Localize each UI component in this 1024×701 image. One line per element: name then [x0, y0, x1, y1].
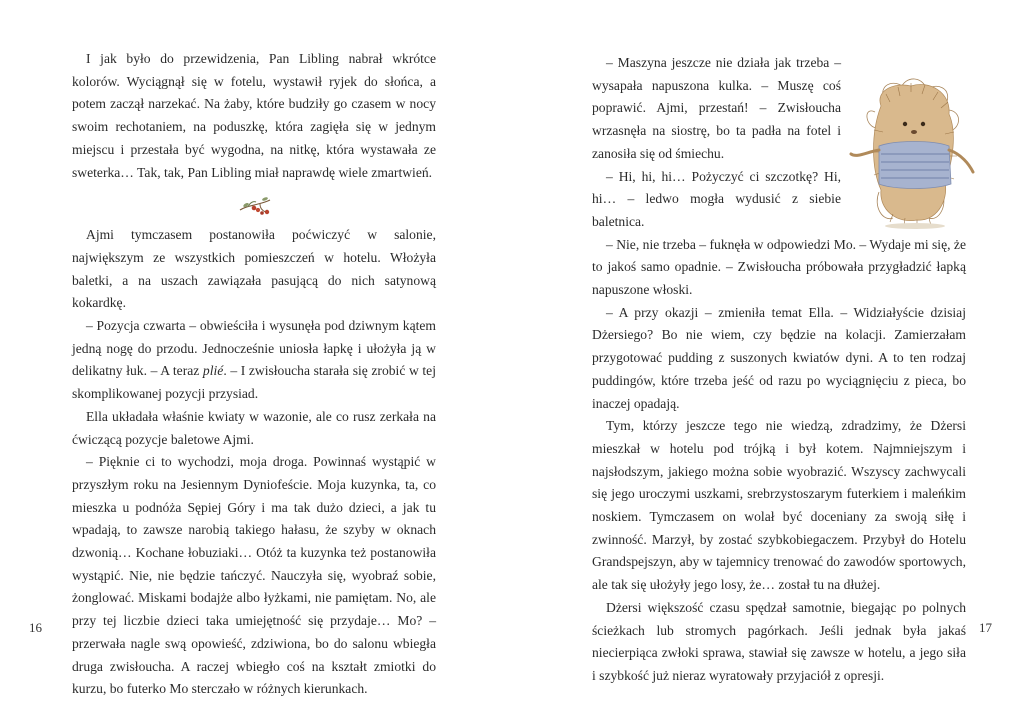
paragraph-pieknie: – Pięknie ci to wychodzi, moja droga. Powinnaś wystąpić w przyszłym roku na Jesiennym Dyniofeście. Moja kuzynka, ta, co mieszka u podnóża Sępiej Góry i ma tak dużo dzieci, a jak tu wpadają, to zawsze narobią takiego hałasu, że szyby w oknach dzwonią… Kochane łobuziaki… Otóż ta kuzynka też postanowiła wystąpić. Nie, nie będzie tańczyć. Nauczyła się, wyobraź sobie, żonglować. Miskami bodajże albo łyżkami, nie pamiętam. No, ale przy tej liczbie dzieci taka umiejętność się przydaje… Mo? – przerwała nagle swą opowieść, zdziwiona, bo do salonu wbiegła druga zwisłoucha. A raczej wbiegło coś na kształt zmiotki do kurzu, bo futerko Mo sterczało w różnych kierunkach. [72, 454, 436, 697]
page-number-left: 16 [29, 620, 42, 635]
left-text-block [72, 48, 436, 701]
plie-term: plié [202, 363, 224, 379]
paragraph-pozycja-part1: – Pozycja czwarta – obwieściła i wysunęła pod dziwnym kątem jedną nogę do przodu. Jednocześnie uniosła łapkę i ułożyła ją w delikatny łuk. – A teraz [72, 318, 436, 379]
paragraph-hi: – Hi, hi, hi… Pożyczyć ci szczotkę? Hi, hi… – ledwo mogła wydusić z siebie baletnica. [592, 168, 841, 229]
paragraph-ella: Ella układała właśnie kwiaty w wazonie, ale co rusz zerkała na ćwiczącą pozycje baletowe Ajmi. [72, 408, 436, 447]
left-page [0, 0, 512, 697]
right-text-block [592, 52, 966, 688]
paragraph-pozycja-part2: . – I zwisłoucha starała się zrobić w tej skomplikowanej pozycji przysiad. [72, 363, 436, 402]
paragraph-maszyna: – Maszyna jeszcze nie działa jak trzeba – wysapała napuszona kulka. – Muszę coś poprawić. Ajmi, przestań! – Zwisłoucha wrzasnęła na siostrę, bo ta padła na fotel i zanosiła się od śmiechu. [592, 55, 841, 161]
page-number-right: 17 [979, 620, 992, 635]
paragraph-pozycja [72, 315, 436, 406]
paragraph-libling: I jak było do przewidzenia, Pan Libling nabrał wkrótce kolorów. Wyciągnął się w fotelu, wystawił ryjek do słońca, a potem zaczął narzekać. Na żaby, które budziły go czasem w nocy swoim rechotaniem, na poduszkę, która zagięła się w jednym miejscu i przestała być wygodna, na nitkę, która wystawała ze sweterka… Tak, tak, Pan Libling miał naprawdę wiele zmartwień. [72, 51, 436, 180]
right-page [512, 0, 1024, 683]
paragraph-ajmi: Ajmi tymczasem postanowiła poćwiczyć w salonie, największym ze wszystkich pomieszczeń w hotelu. Włożyła baletki, a na uszach zawiązała pasującą do nich satynową kokardkę. [72, 227, 436, 311]
paragraph-nie: – Nie, nie trzeba – fuknęła w odpowiedzi Mo. – Wydaje mi się, że to jakoś samo opadnie. – Zwisłoucha próbowała przygładzić łapką napuszone włoski. [592, 236, 966, 298]
paragraph-dzersi: Dżersi większość czasu spędzał samotnie, biegając po polnych ścieżkach lub stromych pagórkach. Jeśli jednak była jakaś niecierpiąca zwłoki sprawa, stawiał się zawsze w hotelu, a jego siła i szybkość już nieraz wyratowały przyjaciół z opresji. [592, 599, 966, 683]
paragraph-tym: Tym, którzy jeszcze tego nie wiedzą, zdradzimy, że Dżersi mieszkał w hotelu pod trójką i był kotem. Najmniejszym i najsłodszym, jakiego można sobie wyobrazić. Wszyscy zachwycali się jego uroczymi uszkami, srebrzystoszarym futerkiem i maleńkim noskiem. Tymczasem on wolał być doceniany za swoją siłę i zwinność. Marzył, by zostać szybkobiegaczem. Przybył do Hotelu Grandspejszyn, aby w tajemnicy trenować do zawodów sportowych, ale tak się ułożyły jego losy, że… został tu na dłużej. [592, 418, 966, 593]
berry-sprig-ornament [72, 194, 436, 218]
paragraph-okazji: – A przy okazji – zmieniła temat Ella. – Widziałyście dzisiaj Dżersiego? Bo nie wiem, czy będzie na kolacji. Zamierzałam przygotować pudding z suszonych kwiatów dyni. A to ten rodzaj puddingów, które trzeba jeść od razu po wyciągnięciu z pieca, bo inaczej opadają. [592, 304, 966, 411]
fluffy-creature-in-sweater-illustration [845, 72, 980, 232]
